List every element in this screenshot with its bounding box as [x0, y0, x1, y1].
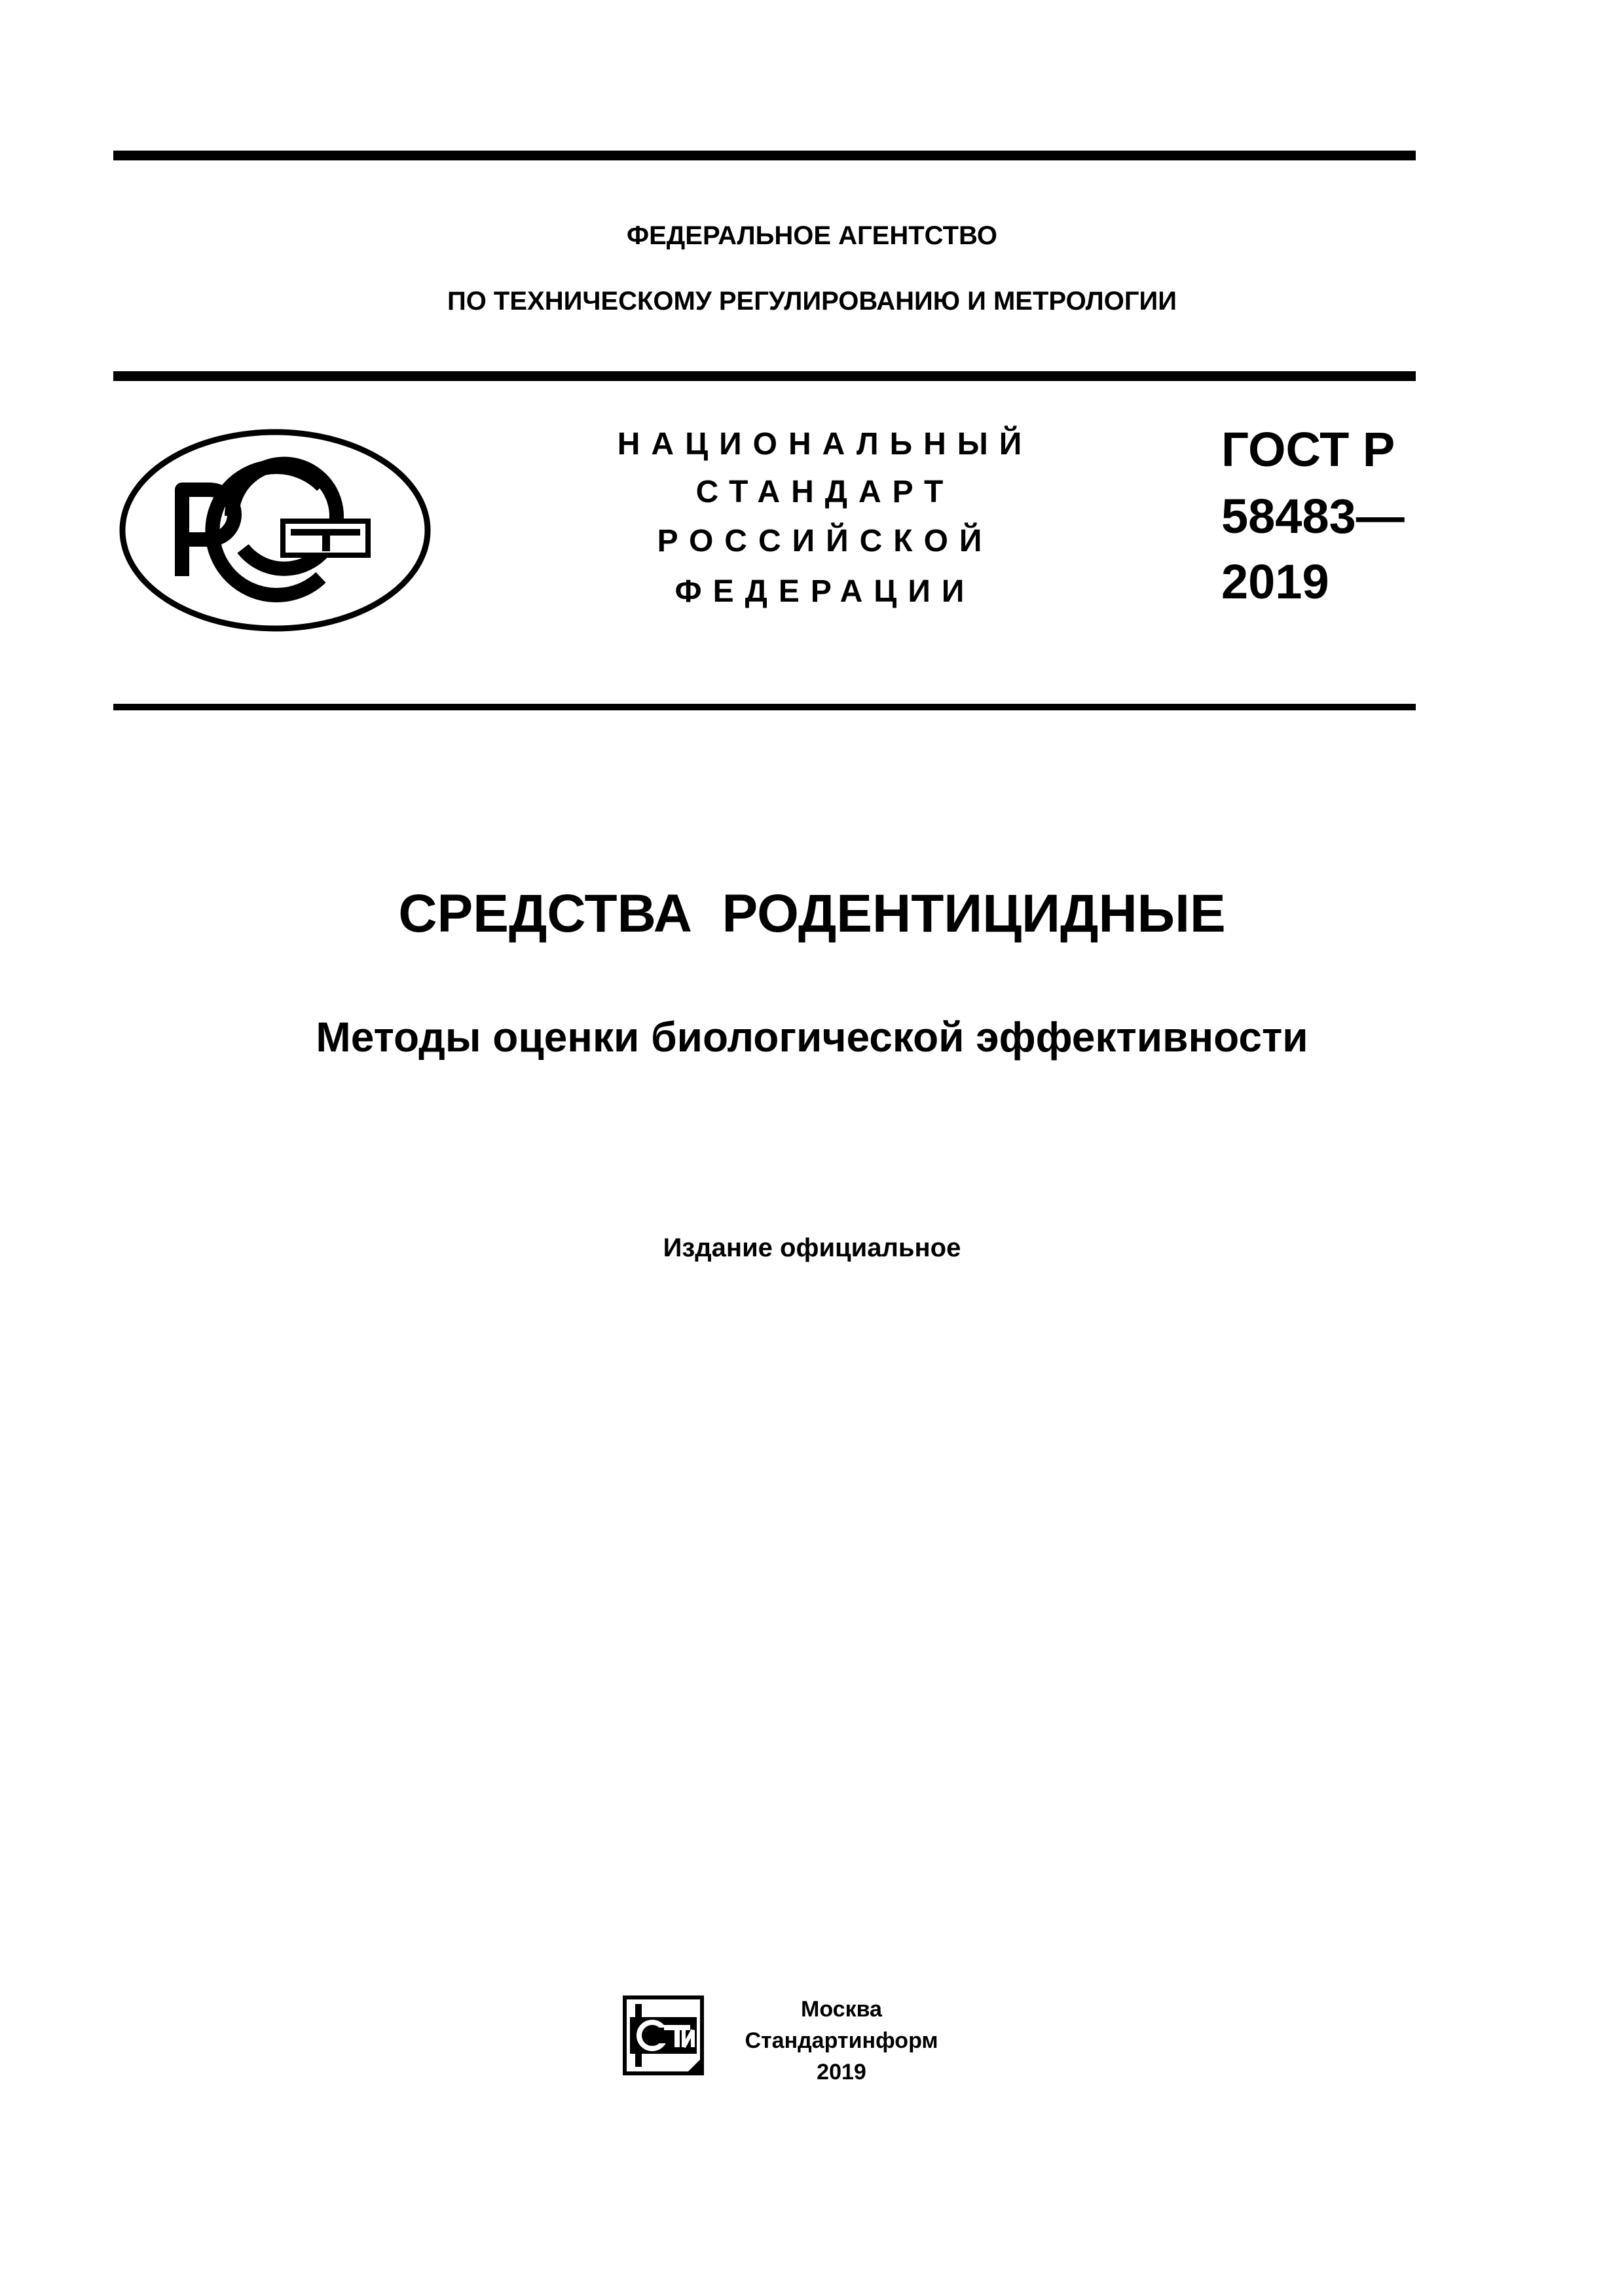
header-rule — [113, 371, 1416, 381]
standartinform-logo-icon — [621, 1994, 709, 2079]
national-standard-line-1: НАЦИОНАЛЬНЫЙ — [617, 427, 1033, 462]
publisher-year: 2019 — [817, 2060, 866, 2085]
publisher-name: Стандартинформ — [745, 2028, 938, 2053]
standard-designation-line-3: 2019 — [1221, 555, 1329, 609]
document-subtitle: Методы оценки биологической эффективности — [316, 1013, 1308, 1061]
rst-certification-mark-icon — [117, 426, 434, 635]
top-rule — [113, 151, 1416, 160]
national-standard-line-4: ФЕДЕРАЦИИ — [674, 574, 976, 609]
standard-designation-line-2: 58483— — [1221, 489, 1405, 543]
agency-name-line-2: ПО ТЕХНИЧЕСКОМУ РЕГУЛИРОВАНИЮ И МЕТРОЛОГИИ — [447, 287, 1177, 316]
document-title: СРЕДСТВА РОДЕНТИЦИДНЫЕ — [398, 884, 1226, 943]
national-standard-line-3: РОССИЙСКОЙ — [657, 524, 993, 558]
header-bottom-rule — [113, 704, 1416, 710]
agency-name-line-1: ФЕДЕРАЛЬНОЕ АГЕНТСТВО — [626, 221, 998, 250]
standard-designation-line-1: ГОСТ Р — [1221, 422, 1395, 477]
publisher-city: Москва — [801, 1997, 882, 2022]
national-standard-line-2: СТАНДАРТ — [695, 475, 955, 509]
edition-note: Издание официальное — [663, 1233, 961, 1262]
